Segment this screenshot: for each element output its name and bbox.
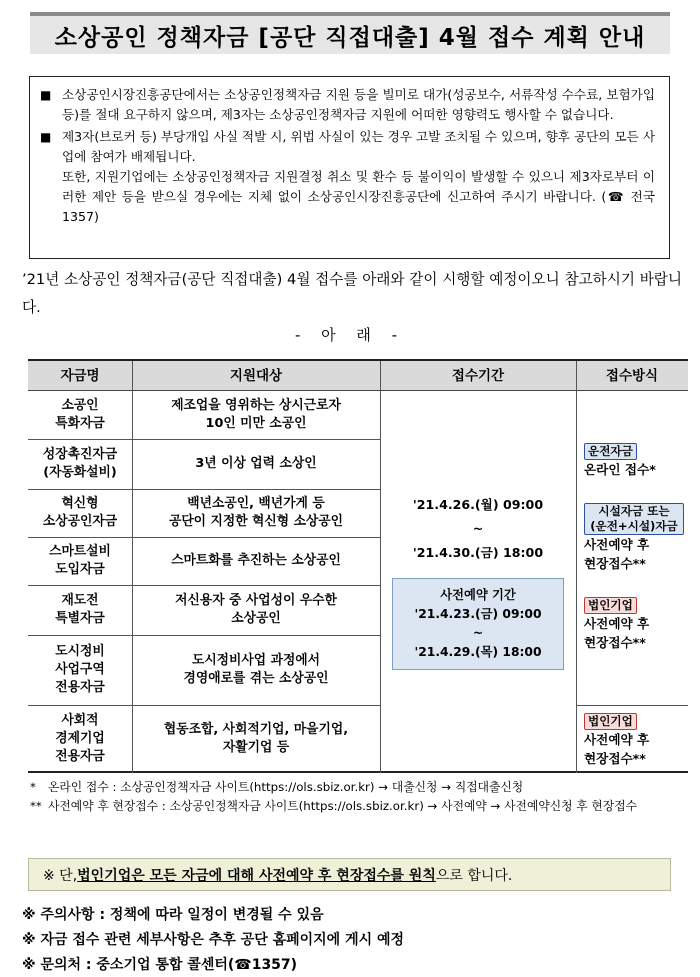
footnote-label: 온라인 접수 : (48, 780, 117, 794)
banner-suffix: 으로 합니다. (435, 867, 513, 884)
footnotes (30, 778, 690, 816)
notice-item (40, 85, 655, 125)
fund-name: 성장촉진자금 (자동화설비) (42, 447, 118, 480)
facility-fund-tag: 시설자금 또는 (운전+시설)자금 (584, 503, 684, 535)
table-row (132, 585, 380, 635)
note-contact: ※ 문의처 : 중소기업 통합 콜센터(☎1357) (22, 957, 298, 973)
table-row (28, 705, 132, 773)
notice-item (40, 127, 655, 227)
fund-name: 도시정비 사업구역 전용자금 (55, 644, 105, 695)
table-row (132, 439, 380, 489)
footnote (30, 778, 690, 797)
table-row (28, 489, 132, 537)
method-text: 사전예약 후 현장접수** (584, 616, 650, 650)
fund-target: 백년소공인, 백년가게 등 공단이 지정한 혁신형 소상공인 (168, 496, 344, 529)
table-divider (380, 361, 381, 773)
prebook-end: '21.4.29.(목) 18:00 (414, 645, 542, 659)
square-bullet-icon: ■ (40, 130, 52, 144)
table-row (132, 635, 380, 705)
header-target: 지원대상 (132, 361, 380, 391)
table-row (132, 391, 380, 439)
prebook-label: 사전예약 기간 (440, 588, 516, 602)
period-tilde: ~ (472, 521, 484, 536)
table-divider (576, 705, 688, 706)
title-band (30, 12, 670, 54)
method-corporate (584, 595, 688, 652)
table-row (28, 439, 132, 489)
footnote (30, 797, 690, 816)
notice-text: 또한, 지원기업에는 소상공인정책자금 지원결정 취소 및 환수 등 불이익이 발생할 수 있으니 제3자로부터 이러한 제안 등을 받으실 경우에는 지체 없이 소상공인시장진흥공단에 신고하여 주시기 바랍니다. (☎ 전국 1357) (62, 169, 655, 224)
note-caution: ※ 주의사항 : 정책에 따라 일정이 변경될 수 있음 (22, 907, 324, 923)
method-social (584, 711, 688, 768)
table-divider (576, 361, 577, 773)
reception-period (380, 493, 576, 565)
table-row (132, 537, 380, 585)
fund-name: 소공인 특화자금 (55, 398, 105, 431)
table-row (28, 585, 132, 635)
page-title: 소상공인 정책자금 [공단 직접대출] 4월 접수 계획 안내 (54, 24, 646, 51)
corporate-tag: 법인기업 (584, 597, 637, 614)
fund-name: 재도전 특별자금 (55, 593, 105, 626)
fund-name: 혁신형 소상공인자금 (42, 496, 118, 529)
fund-name: 사회적 경제기업 전용자금 (55, 713, 105, 764)
table-row (28, 391, 132, 439)
banner-emphasis: 법인기업은 모든 자금에 대해 사전예약 후 현장접수를 원칙 (77, 867, 436, 884)
bottom-notes (22, 903, 682, 977)
fund-target: 협동조합, 사회적기업, 마을기업, 자활기업 등 (163, 722, 349, 755)
period-start: '21.4.26.(월) 09:00 (412, 497, 544, 512)
intro-text: ’21년 소상공인 정책자금(공단 직접대출) 4월 접수를 아래와 같이 시행할 예정이오니 참고하시기 바랍니다. (22, 271, 682, 316)
fund-table (28, 359, 688, 773)
banner-prefix: ※ 단, (43, 867, 78, 884)
note-details: ※ 자금 접수 관련 세부사항은 추후 공단 홈페이지에 게시 예정 (22, 932, 405, 948)
prebook-period-box (392, 578, 564, 670)
method-text: 사전예약 후 현장접수** (584, 732, 650, 766)
header-period: 접수기간 (380, 361, 576, 391)
footnote-mark: * (30, 780, 36, 794)
footnote-text: 소상공인정책자금 사이트(https://ols.sbiz.or.kr) → 대출신청 → 직접대출신청 (120, 780, 524, 794)
section-divider-label: - 아 래 - (294, 326, 406, 344)
operating-fund-tag: 운전자금 (584, 443, 637, 460)
prebook-start: '21.4.23.(금) 09:00 (414, 607, 542, 621)
footnote-text: 소상공인정책자금 사이트(https://ols.sbiz.or.kr) → 사전예약 → 사전예약신청 후 현장접수 (169, 799, 638, 813)
footnote-mark: ** (30, 799, 42, 813)
fund-target: 도시정비사업 과정에서 경영애로를 겪는 소상공인 (183, 653, 329, 686)
corporate-rule-banner (28, 858, 671, 891)
notice-text: 제3자(브로커 등) 부당개입 사실 적발 시, 위법 사실이 있는 경우 고발 조치될 수 있으며, 향후 공단의 모든 사업에 참여가 배제됩니다. (62, 129, 655, 164)
table-row (28, 635, 132, 705)
corporate-tag: 법인기업 (584, 713, 637, 730)
notice-text: 소상공인시장진흥공단에서는 소상공인정책자금 지원 등을 빌미로 대가(성공보수, 서류작성 수수료, 보험가입 등)를 절대 요구하지 않으며, 제3자는 소상공인정책자금 지원에 어떠한 영향력도 행사할 수 없습니다. (62, 87, 655, 122)
fund-target: 스마트화를 추진하는 소상공인 (171, 553, 341, 568)
square-bullet-icon: ■ (40, 88, 52, 102)
notice-box (29, 76, 670, 259)
footnote-label: 사전예약 후 현장접수 : (48, 799, 166, 813)
header-fund-name: 자금명 (28, 361, 132, 391)
fund-target: 저신용자 중 사업성이 우수한 소상공인 (175, 593, 337, 626)
fund-name: 스마트설비 도입자금 (49, 544, 111, 577)
table-row (132, 705, 380, 773)
fund-target: 제조업을 영위하는 상시근로자 10인 미만 소공인 (171, 398, 341, 431)
table-row (132, 489, 380, 537)
method-text: 온라인 접수* (584, 462, 656, 477)
period-end: '21.4.30.(금) 18:00 (412, 545, 544, 560)
method-facility (584, 503, 688, 573)
method-text: 사전예약 후 현장접수** (584, 537, 650, 571)
prebook-tilde: ~ (472, 626, 484, 640)
header-method: 접수방식 (576, 361, 688, 391)
table-row (28, 537, 132, 585)
method-operating (584, 441, 688, 479)
fund-target: 3년 이상 업력 소상인 (195, 456, 317, 471)
